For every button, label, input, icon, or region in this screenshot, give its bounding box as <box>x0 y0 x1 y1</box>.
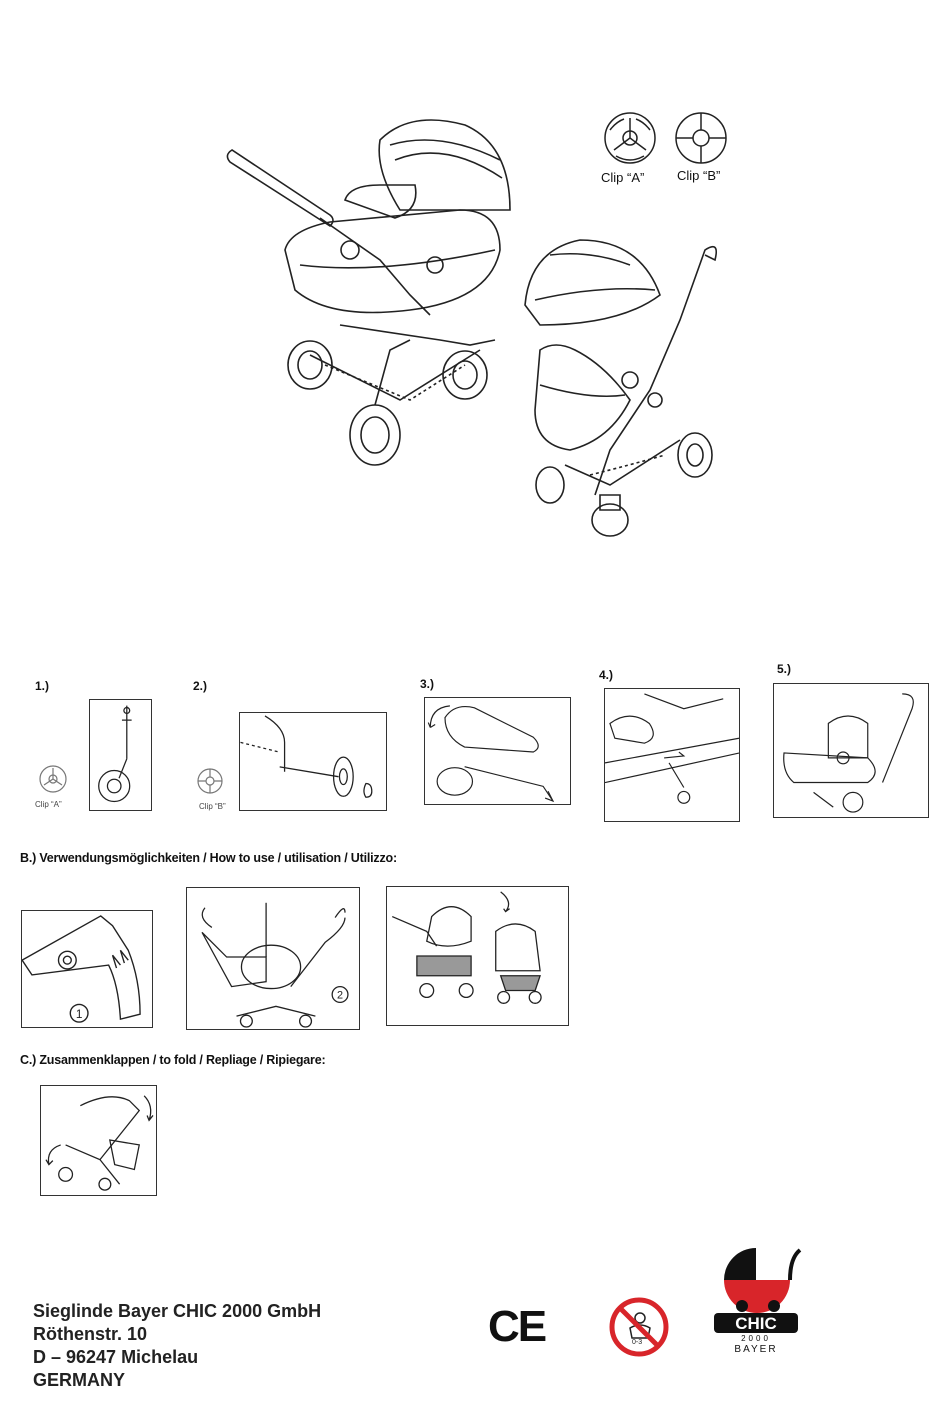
step-2-clip-icon <box>196 767 224 795</box>
address-street: Röthenstr. 10 <box>33 1324 148 1344</box>
usage-3-illustration <box>387 887 568 1025</box>
usage-2-illustration <box>187 888 359 1029</box>
step-1-number: 1.) <box>35 679 50 693</box>
logo-chic-text: CHIC <box>735 1314 777 1333</box>
usage-heading: B.) Verwendungsmöglichkeiten / How to use / utilisation / Utilizzo: <box>20 851 397 865</box>
age-warning-text: 0-3 <box>632 1339 643 1346</box>
step-5-frame <box>773 683 929 818</box>
step-1-clip-icon <box>38 764 68 794</box>
ce-mark: CE <box>488 1302 546 1351</box>
step-4-illustration <box>605 689 739 821</box>
usage-frame-3 <box>386 886 569 1026</box>
usage-frame-2 <box>186 887 360 1030</box>
fold-heading: C.) Zusammenklappen / to fold / Repliage / Ripiegare: <box>20 1053 326 1067</box>
step-3-illustration <box>425 698 570 804</box>
step-2-illustration <box>240 713 386 810</box>
step-1-clip-label: Clip “A” <box>35 800 62 809</box>
step-1-illustration <box>90 700 151 810</box>
step-3-frame <box>424 697 571 805</box>
step-1-frame <box>89 699 152 811</box>
pram-and-buggy-illustration <box>210 100 730 540</box>
usage-callout-1: 1 <box>75 1008 83 1022</box>
fold-illustration <box>41 1086 156 1195</box>
company-address <box>33 1300 321 1392</box>
address-city: D – 96247 Michelau <box>33 1347 199 1367</box>
step-5-illustration <box>774 684 928 817</box>
clip-a-label: Clip “A” <box>601 170 645 185</box>
fold-frame <box>40 1085 157 1196</box>
step-4-frame <box>604 688 740 822</box>
address-country: GERMANY <box>33 1370 126 1390</box>
clip-b-icon <box>673 110 729 166</box>
address-company: Sieglinde Bayer CHIC 2000 GmbH <box>33 1301 322 1321</box>
usage-frame-1 <box>21 910 153 1028</box>
step-2-frame <box>239 712 387 811</box>
step-5-number: 5.) <box>777 662 792 676</box>
chic-2000-logo <box>712 1228 802 1358</box>
usage-callout-2: 2 <box>337 989 344 1002</box>
clip-b-label: Clip “B” <box>677 168 721 183</box>
clip-a-icon <box>602 110 658 166</box>
step-4-number: 4.) <box>599 668 614 682</box>
step-2-number: 2.) <box>193 679 208 693</box>
step-2-clip-label: Clip “B” <box>199 802 226 811</box>
age-warning-icon <box>608 1296 670 1358</box>
logo-year-text: 2000 <box>741 1334 771 1343</box>
step-3-number: 3.) <box>420 677 435 691</box>
logo-bayer-text: BAYER <box>734 1344 778 1355</box>
usage-1-illustration <box>22 911 152 1027</box>
